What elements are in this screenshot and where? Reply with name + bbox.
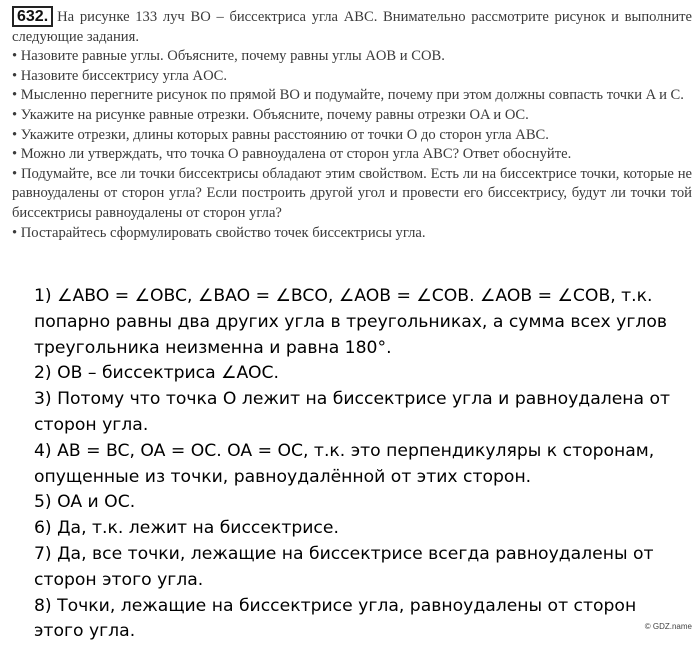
task-text (12, 6, 692, 243)
task-line-8: • Постарайтесь сформулировать свойство точек биссектрисы угла. (12, 224, 426, 241)
task-line-5: • Укажите отрезки, длины которых равны расстоянию от точки O до сторон угла ABC. (12, 126, 549, 143)
task-line-1: • Назовите равные углы. Объясните, почему равны углы AOB и COB. (12, 48, 445, 65)
answer-1: 1) ∠ABO = ∠OBC, ∠BAO = ∠BCO, ∠AOB = ∠COB. ∠AOB = ∠COB, т.к. попарно равны два других угла в треугольниках, а сумма всех углов треугольника неизменна и равна 180°. (34, 286, 667, 358)
task-line-0: 632. На рисунке 133 луч BO – биссектриса угла ABC. Внимательно рассмотрите рисунок и выполните следующие задания. (12, 8, 692, 45)
task-line-7: • Подумайте, все ли точки биссектрисы обладают этим свойством. Есть ли на биссектрисе точки, которые не равноудалены от сторон угла? Если построить другой угол и провести его биссектрису, будут ли точки той биссектрисы равноудалены от сторон угла? (12, 165, 692, 221)
task-line-6: • Можно ли утверждать, что точка O равноудалена от сторон угла ABC? Ответ обоснуйте. (12, 146, 572, 163)
answer-3: 3) Потому что точка O лежит на биссектрисе угла и равноудалена от сторон угла. (34, 389, 671, 435)
answer-5: 5) OA и OC. (34, 492, 136, 513)
answer-7: 7) Да, все точки, лежащие на биссектрисе всегда равноудалены от сторон этого угла. (34, 543, 654, 590)
answer-2: 2) OB – биссектриса ∠AOC. (34, 363, 279, 384)
task-line-3: • Мысленно перегните рисунок по прямой BO и подумайте, почему при этом должны совпасть точки A и C. (12, 87, 684, 104)
answer-4: 4) AB = BC, OA = OC. OA = OC, т.к. это перпендикуляры к сторонам, опущенные из точки, равноудалённой от этих сторон. (34, 440, 655, 487)
answer-8: 8) Точки, лежащие на биссектрисе угла, равноудалены от сторон этого угла. (34, 595, 637, 642)
answer-6: 6) Да, т.к. лежит на биссектрисе. (34, 518, 339, 539)
task-line-2: • Назовите биссектрису угла AOC. (12, 67, 228, 84)
task-number: 632. (12, 6, 53, 27)
task-line-4: • Укажите на рисунке равные отрезки. Объясните, почему равны отрезки OA и OC. (12, 106, 529, 123)
solution-text (34, 284, 684, 645)
watermark: © GDZ.name (644, 622, 692, 631)
